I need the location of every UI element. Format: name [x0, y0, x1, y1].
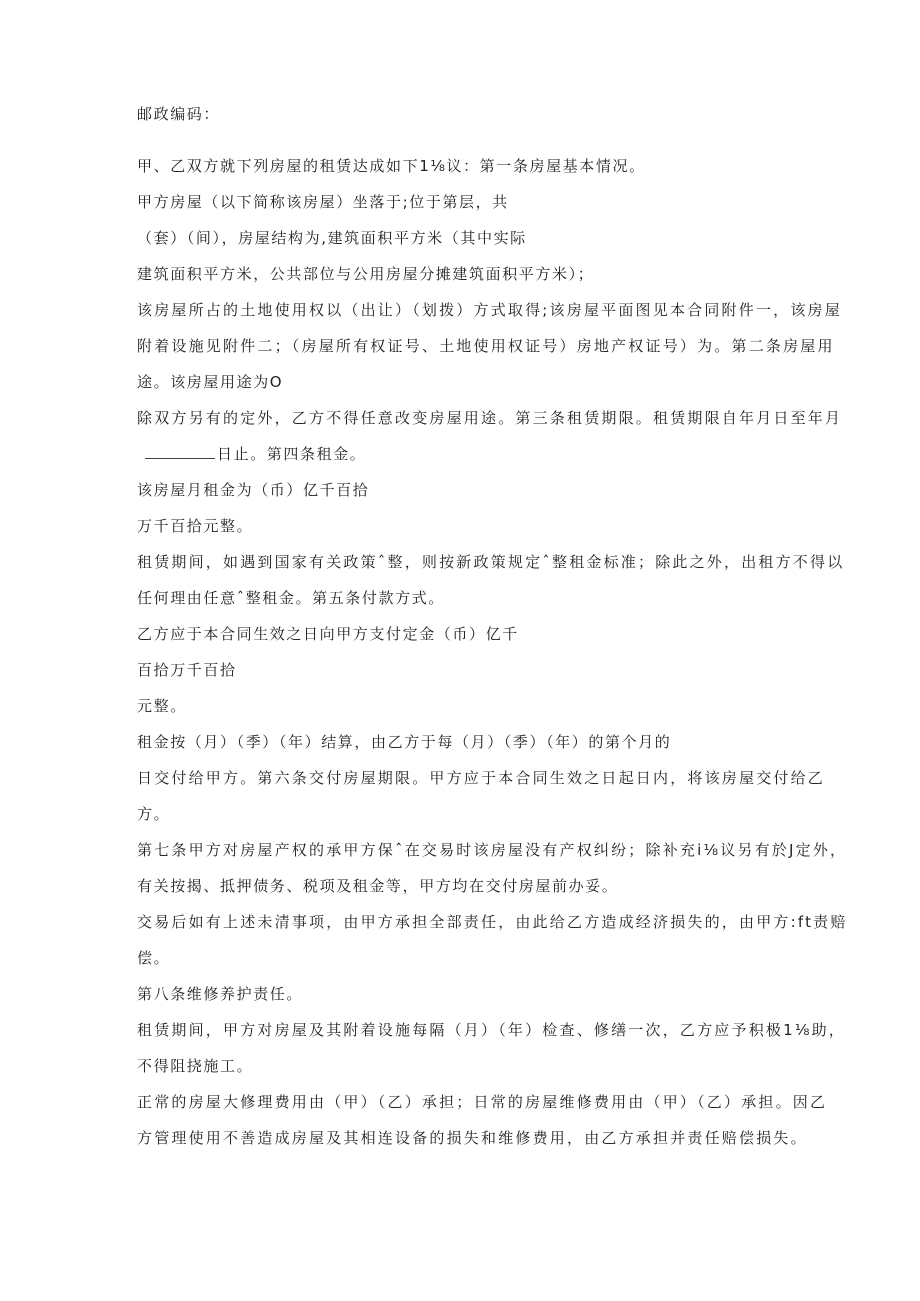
- intro-line: 甲、乙双方就下列房屋的租赁达成如下1⅛议：第一条房屋基本情况。: [137, 157, 646, 175]
- text-line: 万千百拾元整。: [137, 517, 254, 535]
- fill-in-blank: [145, 444, 215, 459]
- text-line: 途。该房屋用途为O: [137, 373, 284, 391]
- text-line: [145, 444, 366, 464]
- text-line: 元整。: [137, 697, 187, 715]
- text-line: 正常的房屋大修理费用由（甲）（乙）承担；日常的房屋维修费用由（甲）（乙）承担。因乙: [137, 1093, 828, 1111]
- postal-code-line: 邮政编码：: [137, 105, 221, 123]
- text-line: 租金按（月）（季）（年）结算，由乙方于每（月）（季）（年）的第个月的: [137, 733, 672, 751]
- text-line: 乙方应于本合同生效之日向甲方支付定金（币）亿千: [137, 625, 519, 643]
- text-line: 日交付给甲方。第六条交付房屋期限。甲方应于本合同生效之日起日内，将该房屋交付给乙: [137, 769, 826, 787]
- text-line: 第七条甲方对房屋产权的承甲方保ˆ在交易时该房屋没有产权纠纷；除补充i⅛议另有於J定外，: [137, 841, 848, 859]
- text-line: 交易后如有上述未清事项，由甲方承担全部责任，由此给乙方造成经济损失的，由甲方:ft责赔: [137, 913, 848, 931]
- text-line: 甲方房屋（以下简称该房屋）坐落于;位于第层，共: [137, 193, 509, 211]
- text-line: 任何理由任意ˆ整租金。第五条付款方式。: [137, 589, 445, 607]
- text-line: 除双方另有的定外，乙方不得任意改变房屋用途。第三条租赁期限。租赁期限自年月日至年月: [137, 409, 843, 427]
- text-line: 该房屋月租金为（币）亿千百拾: [137, 481, 370, 499]
- text-line: 建筑面积平方米，公共部位与公用房屋分摊建筑面积平方米）；: [137, 265, 595, 283]
- text-line: 第八条维修养护责任。: [137, 985, 304, 1003]
- text-line: 百拾万千百拾: [137, 661, 237, 679]
- text-line-content: 日止。第四条租金。: [217, 445, 367, 463]
- text-line: 该房屋所占的土地使用权以（出让）（划拨）方式取得;该房屋平面图见本合同附件一，该房屋: [137, 301, 842, 319]
- text-line: 租赁期间，如遇到国家有关政策ˆ整，则按新政策规定ˆ整租金标准；除此之外，出租方不得以: [137, 553, 845, 571]
- text-line: 方管理使用不善造成房屋及其相连设备的损失和维修费用，由乙方承担并责任赔偿损失。: [137, 1129, 808, 1147]
- text-line: 附着设施见附件二；（房屋所有权证号、土地使用权证号）房地产权证号）为。第二条房屋用: [137, 337, 835, 355]
- text-line: 不得阻挠施工。: [137, 1057, 254, 1075]
- text-line: 租赁期间，甲方对房屋及其附着设施每隔（月）（年）检查、修缮一次，乙方应予积极1⅛助，: [137, 1021, 846, 1039]
- text-line: （套）（间），房屋结构为,建筑面积平方米（其中实际: [137, 229, 527, 247]
- text-line: 偿。: [137, 949, 171, 967]
- text-line: 有关按揭、抵押债务、税项及租金等，甲方均在交付房屋前办妥。: [137, 877, 619, 895]
- text-line: 方。: [137, 805, 171, 823]
